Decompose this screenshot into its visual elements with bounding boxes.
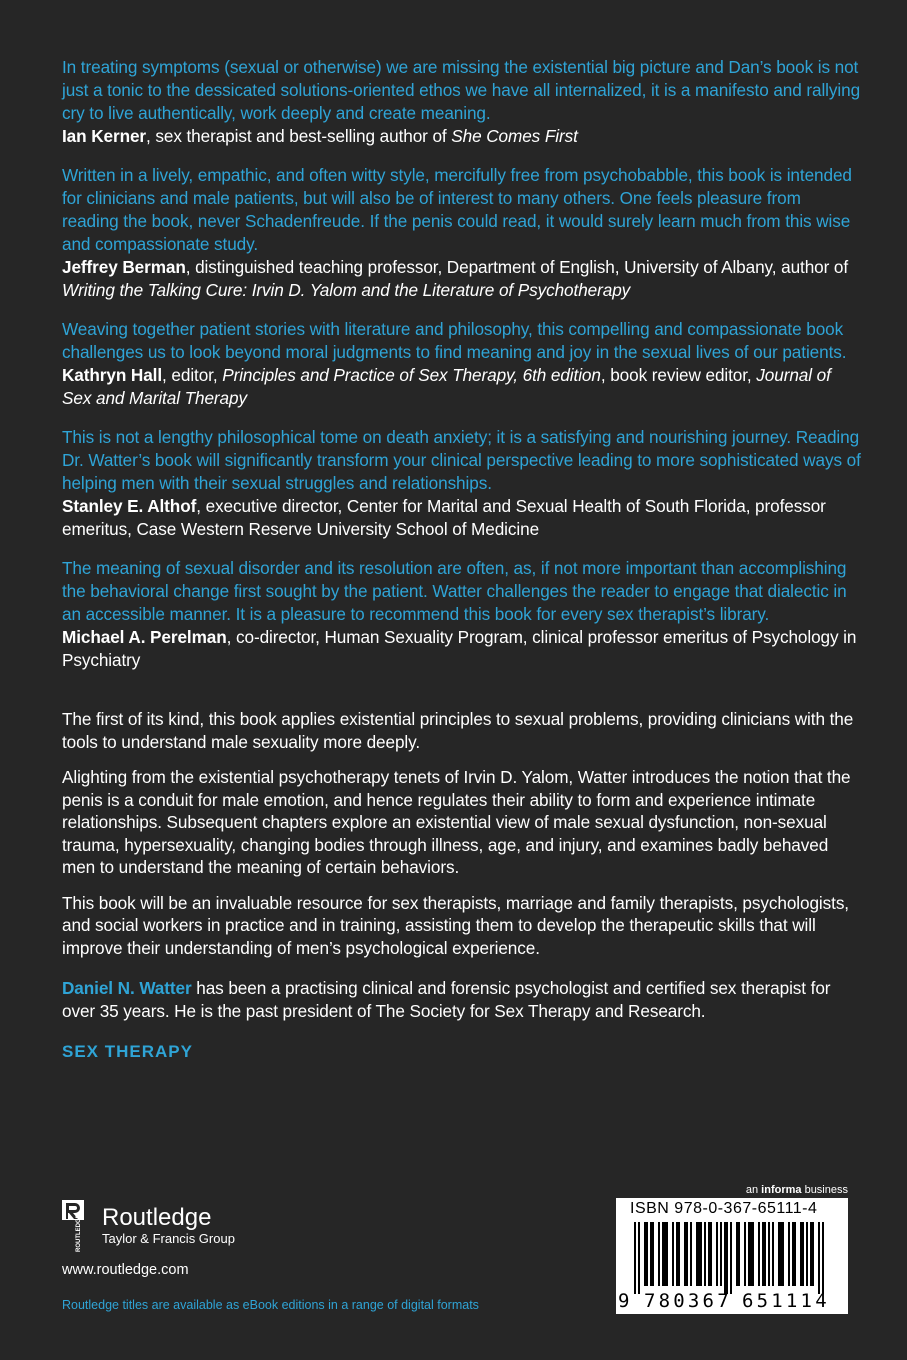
isbn-label: ISBN 978-0-367-65111-4 [630,1200,818,1217]
quote-text: Weaving together patient stories with literature and philosophy, this compelling and compassionate book challenges us to look beyond moral judgments to find meaning and joy in the sexual lives of our patients. [62,319,847,362]
endorser-book-title: She Comes First [451,126,578,146]
endorser-journal-title: Journal of Sex and Marital Therapy [62,365,831,408]
endorser-role: , executive director, Center for Marital and Sexual Health of South Florida, professor emeritus, Case Western Reserve University School of Medicine [62,496,826,539]
barcode-bar [646,1222,648,1286]
barcode-bar [676,1222,678,1286]
quote-text: In treating symptoms (sexual or otherwise) we are missing the existential big picture and Dan’s book is not just a tonic to the dessicated solutions-oriented ethos we have all internalized, it is a manifesto and rallying cry to live authentically, work deeply and create meaning. [62,57,861,123]
endorser-book-title: Principles and Practice of Sex Therapy, 6th edition [222,365,601,385]
barcode-bar [792,1222,794,1286]
endorser-name: Ian Kerner [62,126,147,146]
barcode-bar [778,1222,780,1286]
author-bio [62,977,862,1022]
endorser-name: Stanley E. Althof [62,496,197,516]
barcode-bar [698,1222,700,1286]
barcode-bar [772,1222,774,1286]
barcode-bar [664,1222,666,1286]
book-description [62,708,862,959]
endorser-name: Kathryn Hall [62,365,163,385]
publisher-group: Taylor & Francis Group [102,1231,235,1246]
barcode-bar [724,1222,726,1294]
barcode-bar [800,1222,802,1286]
barcode-bar [650,1222,652,1286]
barcode-bar [758,1222,760,1286]
barcode-bar [708,1222,710,1286]
endorser-role: , editor, [162,365,223,385]
barcode-bar [644,1222,646,1286]
publisher-logo [62,1200,235,1252]
barcode-bar [736,1222,738,1286]
barcode-bar [696,1222,698,1286]
informa-prefix: an [745,1184,762,1196]
barcode-bar [690,1222,692,1286]
barcode-bar [726,1222,728,1294]
barcode-bar [802,1222,804,1286]
ebook-note: Routledge titles are available as eBook editions in a range of digital formats [62,1298,479,1312]
barcode-bar [744,1222,746,1286]
quote-text: The meaning of sexual disorder and its resolution are often, as, if not more important than accomplishing the behavioral change first sought by the patient. Watter challenges the reader to engage that dialectic in an accessible manner. It is a pleasure to recommend this book for every sex therapist’s library. [62,558,847,624]
endorsement-quote [62,164,862,302]
barcode-bar [768,1222,770,1286]
barcode-bar [658,1222,660,1286]
barcode-bar [662,1222,664,1286]
barcode-bar [700,1222,702,1286]
endorser-role: , sex therapist and best-selling author of [146,126,452,146]
barcode-bar [720,1222,722,1286]
barcode-bar [730,1222,732,1294]
endorser-role: , distinguished teaching professor, Department of English, University of Albany, author of [185,257,849,277]
description-paragraph: Alighting from the existential psychotherapy tenets of Irvin D. Yalom, Watter introduces the notion that the penis is a conduit for male emotion, and hence regulates their ability to form and experience intimate relationships. Subsequent chapters explore an existential view of male sexual dysfunction, non-sexual trauma, hypersexuality, changing bodies through illness, age, and injury, and examines badly behaved men to understand the meaning of certain behaviors. [62,767,851,877]
quote-attribution [62,495,862,541]
back-cover-content [62,56,862,1062]
description-paragraph: This book will be an invaluable resource for sex therapists, marriage and family therapists, psychologists, and social workers in practice and in training, assisting them to develop the therapeutic skills that will improve their understanding of men’s psychological experience. [62,892,849,958]
barcode-bar [710,1222,712,1286]
endorsement-quote [62,318,862,410]
barcode-bar [652,1222,654,1286]
barcode-bar [780,1222,782,1286]
endorsement-quote [62,56,862,148]
barcode-bar [794,1222,796,1286]
endorser-name: Michael A. Perelman [62,627,227,647]
barcode-bar [752,1222,754,1286]
logo-vertical-text: ROUTLEDGE [76,1214,82,1252]
barcode-digits-left: 780367 [644,1290,732,1312]
barcode-bar [738,1222,740,1286]
barcode-bar [782,1222,784,1286]
logo-text [102,1205,235,1247]
author-bio-text: has been a practising clinical and forensic psychologist and certified sex therapist for over 35 years. He is the past president of The Society for Sex Therapy and Research. [62,978,831,1021]
barcode-bar [748,1222,750,1286]
quote-text: This is not a lengthy philosophical tome on death anxiety; it is a satisfying and nourishing journey. Reading Dr. Watter’s book will significantly transform your clinical perspective leading to more sophisticated ways of helping men with their sexual struggles and relationships. [62,427,861,493]
barcode-bar [672,1222,674,1286]
barcode-bar [678,1222,680,1286]
barcode-bar [822,1222,824,1294]
routledge-logo-icon [62,1200,92,1252]
description-paragraph: The first of its kind, this book applies existential principles to sexual problems, providing clinicians with the tools to understand male sexuality more deeply. [62,709,854,752]
endorsement-quote [62,426,862,541]
isbn-barcode [616,1198,848,1314]
publisher-name: Routledge [102,1204,212,1231]
barcode-bar [684,1222,686,1286]
informa-note [746,1184,848,1196]
quote-text: Written in a lively, empathic, and often witty style, mercifully free from psychobabble, this book is intended for clinicians and male patients, but will also be of interest to many others. One feels pleasure from reading the book, never Schadenfreude. If the penis could read, it would surely learn much from this wise and compassionate study. [62,165,852,254]
barcode-bar [806,1222,808,1286]
quote-attribution [62,626,862,672]
barcode-bar [750,1222,752,1286]
barcode-bar [638,1222,640,1294]
informa-brand: informa [761,1184,802,1196]
barcode-bar [666,1222,668,1286]
barcode-bar [704,1222,706,1286]
endorsement-quote [62,557,862,672]
quote-attribution [62,125,862,148]
endorser-book-title: Writing the Talking Cure: Irvin D. Yalom and the Literature of Psychotherapy [62,280,631,300]
barcode-bar [762,1222,764,1286]
author-name: Daniel N. Watter [62,978,192,998]
barcode-bar [810,1222,812,1286]
endorser-role: , co-director, Human Sexuality Program, clinical professor emeritus of Psychology in Psychiatry [62,627,857,670]
informa-suffix: business [801,1184,848,1196]
quote-attribution [62,364,862,410]
barcode-bar [686,1222,688,1286]
barcode-bar [788,1222,790,1286]
barcode-digit-first: 9 [618,1290,630,1312]
quote-attribution [62,256,862,302]
barcode-bar [818,1222,820,1294]
publisher-url[interactable]: www.routledge.com [62,1262,189,1278]
barcode-bar [764,1222,766,1286]
endorser-name: Jeffrey Berman [62,257,186,277]
barcode-digits-right: 651114 [742,1290,830,1312]
barcode-bar [634,1222,636,1294]
endorser-role-extra: , book review editor, [600,365,757,385]
barcode-bars [630,1222,836,1294]
subject-category: SEX THERAPY [62,1042,193,1061]
barcode-bar [812,1222,814,1286]
publisher-block [62,1200,235,1278]
barcode-bar [716,1222,718,1286]
